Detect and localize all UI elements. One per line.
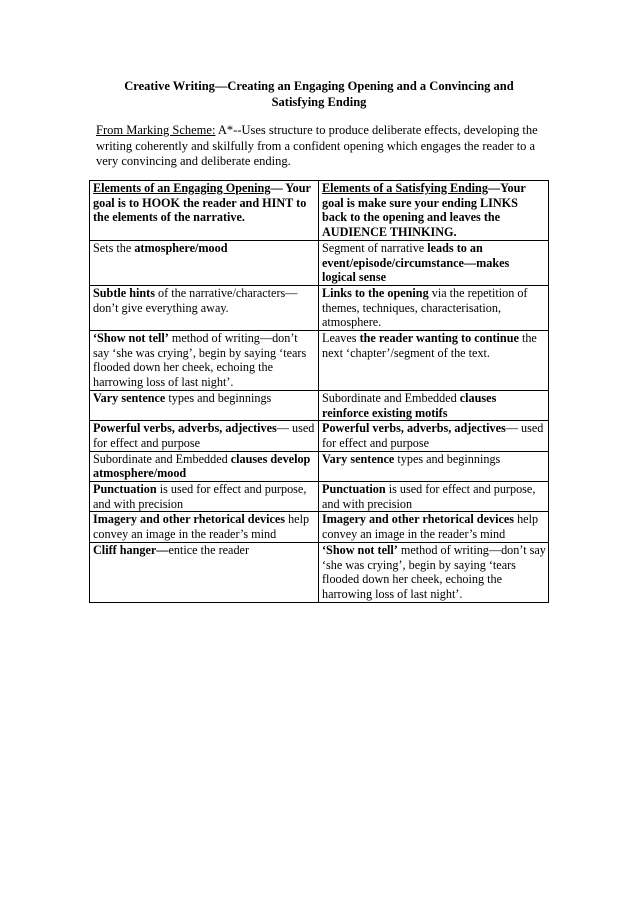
opening-element-cell bbox=[90, 331, 319, 391]
emphasis-text: Imagery and other rhetorical devices bbox=[322, 512, 515, 527]
marking-scheme-label: From Marking Scheme: bbox=[96, 123, 216, 137]
table-row bbox=[90, 331, 549, 391]
document-title: Creative Writing—Creating an Engaging Opening and a Convincing and Satisfying Ending bbox=[124, 79, 514, 109]
body-text: help convey an image in the reader’s mind bbox=[322, 512, 539, 542]
emphasis-text: Imagery and other rhetorical devices bbox=[93, 512, 286, 527]
table-row bbox=[90, 451, 549, 481]
opening-element-cell bbox=[90, 542, 319, 602]
body-text: via the repetition of themes, techniques, characterisation, atmosphere. bbox=[322, 285, 528, 330]
body-text: Segment of narrative bbox=[322, 240, 428, 255]
body-text: — used for effect and purpose bbox=[93, 421, 315, 450]
marking-scheme-paragraph bbox=[96, 123, 556, 170]
ending-header-title: Elements of a Satisfying Ending bbox=[322, 181, 488, 195]
opening-element-cell bbox=[90, 451, 319, 481]
emphasis-text: Subtle hints bbox=[93, 285, 155, 300]
emphasis-text: Powerful verbs, adverbs, adjectives bbox=[93, 421, 277, 436]
opening-element-cell bbox=[90, 240, 319, 285]
opening-element-cell bbox=[90, 390, 319, 420]
ending-header-cell bbox=[319, 181, 549, 241]
table-row bbox=[90, 421, 549, 451]
emphasis-text: clauses develop atmosphere/mood bbox=[93, 451, 311, 481]
ending-header-text: —Your goal is make sure your ending LINKS back to the opening and leaves the AUDIENCE THINKING. bbox=[322, 181, 526, 240]
body-text: method of writing—don’t say ‘she was crying’, begin by saying ‘tears flooded down her cheek, echoing the harrowing loss of last night’. bbox=[322, 542, 546, 601]
opening-header-title: Elements of an Engaging Opening bbox=[93, 181, 271, 195]
ending-element-cell bbox=[319, 331, 549, 391]
emphasis-text: Cliff hanger— bbox=[93, 542, 169, 557]
ending-element-cell bbox=[319, 421, 549, 451]
ending-element-cell bbox=[319, 512, 549, 542]
table-header-row bbox=[90, 181, 549, 241]
opening-element-cell bbox=[90, 512, 319, 542]
emphasis-text: Powerful verbs, adverbs, adjectives bbox=[322, 421, 506, 436]
emphasis-text: clauses reinforce existing motifs bbox=[322, 390, 497, 420]
body-text: Subordinate and Embedded bbox=[93, 451, 231, 466]
body-text: Sets the bbox=[93, 240, 135, 255]
body-text: Leaves bbox=[322, 331, 360, 346]
body-text: entice the reader bbox=[168, 542, 250, 557]
grade-label: A*-- bbox=[215, 123, 242, 137]
emphasis-text: atmosphere/mood bbox=[134, 240, 228, 255]
ending-element-cell bbox=[319, 482, 549, 512]
table-row bbox=[90, 240, 549, 285]
emphasis-text: Links to the opening bbox=[322, 285, 429, 300]
table-row bbox=[90, 390, 549, 420]
opening-header-cell bbox=[90, 181, 319, 241]
emphasis-text: ‘Show not tell’ bbox=[93, 331, 169, 346]
emphasis-text: leads to an event/episode/circumstance—makes logical sense bbox=[322, 240, 510, 285]
body-text: help convey an image in the reader’s mind bbox=[93, 512, 310, 542]
body-text: — used for effect and purpose bbox=[322, 421, 544, 450]
body-text: method of writing—don’t say ‘she was crying’, begin by saying ‘tears flooded down her cheek, echoing the harrowing loss of last night’. bbox=[93, 331, 307, 390]
ending-element-cell bbox=[319, 451, 549, 481]
ending-element-cell bbox=[319, 240, 549, 285]
body-text: the next ‘chapter’/segment of the text. bbox=[322, 331, 537, 360]
table-row bbox=[90, 482, 549, 512]
table-row bbox=[90, 542, 549, 602]
emphasis-text: ‘Show not tell’ bbox=[322, 542, 398, 557]
body-text: types and beginnings bbox=[394, 451, 501, 466]
body-text: of the narrative/characters—don’t give everything away. bbox=[93, 285, 298, 315]
ending-element-cell bbox=[319, 285, 549, 330]
body-text: is used for effect and purpose, and with precision bbox=[322, 482, 536, 511]
body-text: types and beginnings bbox=[165, 390, 272, 405]
opening-element-cell bbox=[90, 285, 319, 330]
opening-header-text: — Your goal is to HOOK the reader and HINT to the elements of the narrative. bbox=[93, 181, 311, 225]
elements-table bbox=[89, 180, 549, 603]
ending-element-cell bbox=[319, 542, 549, 602]
emphasis-text: Vary sentence bbox=[93, 390, 166, 405]
body-text: Subordinate and Embedded bbox=[322, 390, 460, 405]
table-row bbox=[90, 512, 549, 542]
opening-element-cell bbox=[90, 482, 319, 512]
emphasis-text: the reader wanting to continue bbox=[359, 331, 519, 346]
emphasis-text: Punctuation bbox=[322, 482, 386, 497]
marking-scheme-text: Uses structure to produce deliberate effects, developing the writing coherently and skilfully from a confident opening which engages the reader to a very convincing and deliberate ending. bbox=[96, 123, 538, 169]
table-row bbox=[90, 285, 549, 330]
emphasis-text: Vary sentence bbox=[322, 451, 395, 466]
body-text: is used for effect and purpose, and with precision bbox=[93, 482, 307, 511]
ending-element-cell bbox=[319, 390, 549, 420]
emphasis-text: Punctuation bbox=[93, 482, 157, 497]
opening-element-cell bbox=[90, 421, 319, 451]
